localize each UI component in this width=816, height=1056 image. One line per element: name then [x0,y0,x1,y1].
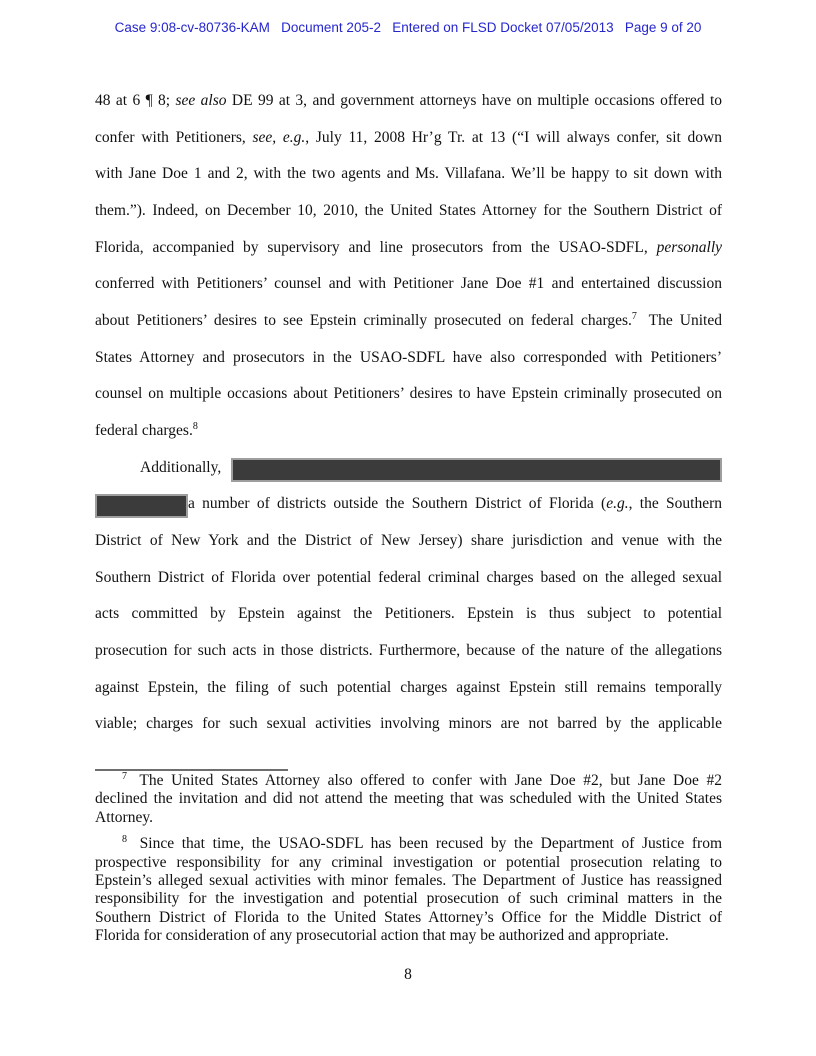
text-line: $^7$ The United States Attorney also offered to confer with Jane Doe #2, but Jane Doe #2 [122,770,722,789]
footnote-7 [95,772,722,827]
text-line: counsel on multiple occasions about Petitioners’ desires to have Epstein criminally prosecuted on [95,385,722,403]
footnote-marker: 7 [631,310,637,322]
text-line: Southern District of Florida over potential federal criminal charges based on the alleged sexual [95,568,722,586]
document-body [95,83,722,743]
page-number: 8 [404,966,412,983]
text-line: Florida, accompanied by supervisory and line prosecutors from the USAO-SDFL, personally [95,238,722,256]
footnotes-section [95,772,722,946]
footnote-marker: 7 [122,770,127,782]
text-line: 48 at 6 ¶ 8; see also DE 99 at 3, and government attorneys have on multiple occasions offered to [95,92,722,109]
footnote-marker: 8 [192,420,198,432]
text-line: Epstein’s alleged sexual activities with minor females. The Department of Justice has reassigned [95,872,722,890]
text-line: Southern District of Florida to the United States Attorney’s Office for the Middle District of [95,908,722,926]
text-line: with Jane Doe 1 and 2, with the two agents and Ms. Villafana. We’ll be happy to sit down with [95,165,722,183]
text-line: conferred with Petitioners’ counsel and with Petitioner Jane Doe #1 and entertained discussion [95,275,722,293]
text-line: against Epstein, the filing of such potential charges against Epstein still remains temporally [95,678,722,696]
redaction-bar [95,494,188,518]
text-line: States Attorney and prosecutors in the USAO-SDFL have also corresponded with Petitioners’ [95,348,722,366]
text-line: prosecution for such acts in those districts. Furthermore, because of the nature of the allegations [95,641,722,659]
text-line: prospective responsibility for any criminal investigation or potential prosecution relating to [95,853,722,871]
text-line: acts committed by Epstein against the Petitioners. Epstein is thus subject to potential [95,605,722,623]
text-line: Additionally, [95,450,722,487]
text-line: $^8$ Since that time, the USAO-SDFL has been recused by the Department of Justice from [122,834,722,853]
text-line: Florida for consideration of any prosecutorial action that may be authorized and appropriate. [95,927,669,945]
text-line: them.”). Indeed, on December 10, 2010, the United States Attorney for the Southern District of [95,201,722,219]
text-line: viable; charges for such sexual activities involving minors are not barred by the applicable [95,715,722,733]
body-paragraph-2 [95,450,722,743]
body-paragraph-1 [95,83,722,450]
text-line: federal charges.$^8$ [95,420,198,439]
text-line: about Petitioners’ desires to see Epstein criminally prosecuted on federal charges.$^7$ The United [95,310,722,329]
case-caption-header: Case 9:08-cv-80736-KAM Document 205-2 Entered on FLSD Docket 07/05/2013 Page 9 of 20 [114,20,702,35]
footnote-marker: 8 [122,834,127,846]
text-line: District of New York and the District of New Jersey) share jurisdiction and venue with the [95,531,722,549]
text-line: Attorney. [95,808,153,826]
text-line: declined the invitation and did not attend the meeting that was scheduled with the United States [95,790,722,808]
redaction-bar [231,458,722,482]
text-line: responsibility for the investigation and potential prosecution of such criminal matters in the [95,890,722,908]
text-line: confer with Petitioners, see, e.g., July 11, 2008 Hr’g Tr. at 13 (“I will always confer, sit down [95,128,722,146]
text-line: a number of districts outside the Southern District of Florida (e.g., the Southern [95,486,722,523]
footnote-8 [95,835,722,945]
